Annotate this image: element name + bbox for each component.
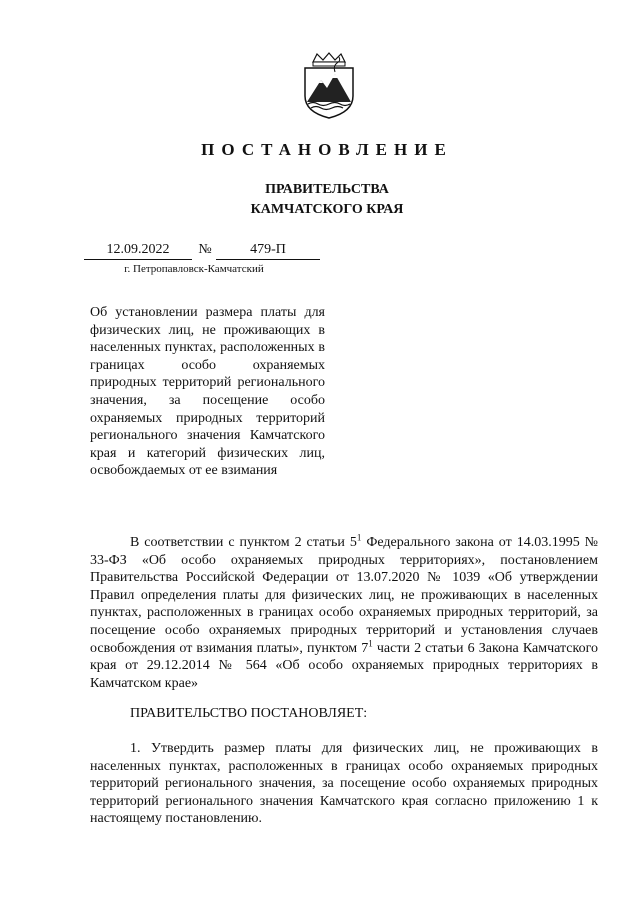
authority-line-2: КАМЧАТСКОГО КРАЯ <box>250 202 404 217</box>
preamble-paragraph <box>90 534 598 692</box>
document-subject: Об установлении размера платы для физических лиц, не проживающих в населенных пунктах, расположенных в границах особо охраняемых природных территорий регионального значения, за посещение особо охраняемых природных территорий регионального значения Камчатского края и категорий физических лиц, освобождаемых от ее взимания <box>90 305 325 479</box>
document-type-title: ПОСТАНОВЛЕНИЕ <box>201 140 453 159</box>
resolution-heading: ПРАВИТЕЛЬСТВО ПОСТАНОВЛЯЕТ: <box>130 706 368 721</box>
number-sign: № <box>198 242 212 257</box>
document-number: 479-П <box>216 242 320 260</box>
preamble-part-1: В соответствии с пунктом 2 статьи 5 <box>130 535 357 550</box>
preamble-part-2: Федерального закона от 14.03.1995 № 33-ФЗ «Об особо охраняемых природных территориях», постановлением Правительства Российской Федерации от 13.07.2020 № 1039 «Об утверждении Правил определения платы для физических лиц, не проживающих в населенных пунктах, расположенных в границах особо охраняемых природных территорий, за посещение особо охраняемых природных территорий и установления случаев освобождения от взимания платы», пунктом 7 <box>90 535 599 656</box>
document-date: 12.09.2022 <box>84 242 192 260</box>
document-city: г. Петропавловск-Камчатский <box>124 263 264 275</box>
kamchatka-coat-of-arms-icon <box>299 52 359 120</box>
superscript-2: 1 <box>368 637 373 648</box>
clause-1: 1. Утвердить размер платы для физических лиц, не проживающих в населенных пунктах, расположенных в границах особо охраняемых природных территорий регионального значения, за посещение особо охраняемых природных территорий регионального значения Камчатского края согласно приложению 1 к настоящему постановлению. <box>90 741 598 827</box>
authority-line-1: ПРАВИТЕЛЬСТВА <box>265 182 389 197</box>
preamble-part-3: части 2 статьи 6 Закона Камчатского края от 29.12.2014 № 564 «Об особо охраняемых природных территориях в Камчатском крае» <box>90 640 598 691</box>
issuing-authority <box>0 180 640 220</box>
superscript-1: 1 <box>356 532 362 543</box>
